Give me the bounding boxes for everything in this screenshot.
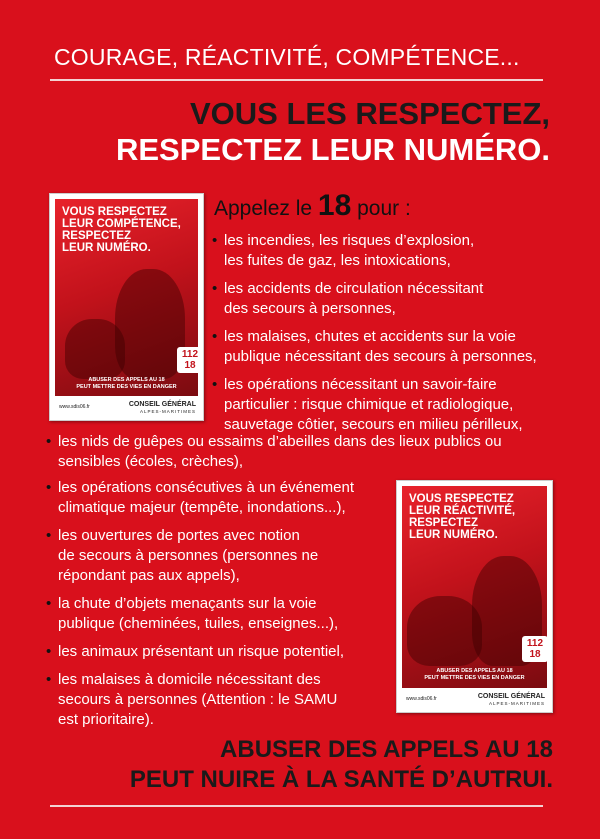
- org-name: CONSEIL GÉNÉRAL: [477, 693, 545, 700]
- reasons-list-c: [46, 478, 381, 738]
- bottom-warning-line-2: PEUT NUIRE À LA SANTÉ D’AUTRUI.: [129, 766, 553, 793]
- org-subtitle: ALPES-MARITIMES: [139, 409, 196, 414]
- top-divider: [50, 79, 543, 81]
- poster-title: VOUS RESPECTEZ LEUR COMPÉTENCE, RESPECTEZ LEUR NUMÉRO.: [62, 206, 181, 254]
- list-item: • les accidents de circulation nécessitant des secours à personnes,: [212, 279, 557, 319]
- list-item: • les opérations nécessitant un savoir-faire particulier : risque chimique et radiologique, sauvetage côtier, secours en milieu périlleux,: [212, 375, 557, 435]
- bottom-divider: [50, 805, 543, 807]
- poster-footer: [55, 399, 198, 415]
- list-item: • la chute d’objets menaçants sur la voie publique (cheminées, tuiles, enseignes...),: [46, 594, 381, 634]
- victim-figure: [65, 319, 125, 379]
- poster-site: www.sdis06.fr: [406, 696, 437, 702]
- poster-title: VOUS RESPECTEZ LEUR RÉACTIVITÉ, RESPECTEZ LEUR NUMÉRO.: [409, 493, 516, 541]
- call-heading: [214, 189, 411, 223]
- reasons-list-b: [46, 432, 566, 480]
- headline: [116, 96, 550, 168]
- victim-figure: [407, 596, 482, 666]
- list-item: • les opérations consécutives à un événement climatique majeur (tempête, inondations...),: [46, 478, 381, 518]
- headline-line-1: VOUS LES RESPECTEZ,: [189, 96, 550, 131]
- poster-competence: [49, 193, 204, 421]
- org-name: CONSEIL GÉNÉRAL: [128, 401, 196, 408]
- poster-reactivite: [396, 480, 553, 713]
- list-item: • les incendies, les risques d’explosion, les fuites de gaz, les intoxications,: [212, 231, 557, 271]
- call-number: 18: [317, 189, 352, 222]
- poster-image: [402, 486, 547, 688]
- list-item: • les ouvertures de portes avec notion de secours à personnes (personnes ne répondant pas aux appels),: [46, 526, 381, 586]
- call-suffix: pour :: [351, 197, 411, 220]
- poster-warning: ABUSER DES APPELS AU 18 PEUT METTRE DES VIES EN DANGER: [76, 377, 177, 390]
- list-item: • les nids de guêpes ou essaims d’abeilles dans des lieux publics ou sensibles (écoles, crèches),: [46, 432, 566, 472]
- conseil-general-logo: [129, 401, 196, 415]
- bottom-warning: [130, 735, 553, 795]
- list-item: • les malaises à domicile nécessitant des secours à personnes (Attention : le SAMU est prioritaire).: [46, 670, 381, 730]
- tagline: COURAGE, RÉACTIVITÉ, COMPÉTENCE...: [54, 44, 520, 70]
- poster-image: [55, 199, 198, 396]
- list-item: • les malaises, chutes et accidents sur la voie publique nécessitant des secours à personnes,: [212, 327, 557, 367]
- poster-footer: [402, 691, 547, 707]
- reasons-list-a: [212, 231, 557, 443]
- emergency-number-badge: 112 18: [177, 347, 198, 373]
- list-item: • les animaux présentant un risque potentiel,: [46, 642, 381, 662]
- org-subtitle: ALPES-MARITIMES: [488, 701, 545, 706]
- poster-site: www.sdis06.fr: [59, 404, 90, 410]
- call-prefix: Appelez le: [214, 197, 318, 220]
- conseil-general-logo: [478, 693, 545, 707]
- headline-line-2: RESPECTEZ LEUR NUMÉRO.: [115, 132, 550, 167]
- emergency-number-badge: 112 18: [522, 636, 547, 662]
- firefighter-figure: [115, 269, 185, 379]
- poster-warning: ABUSER DES APPELS AU 18 PEUT METTRE DES VIES EN DANGER: [424, 668, 525, 681]
- bottom-warning-line-1: ABUSER DES APPELS AU 18: [220, 736, 553, 763]
